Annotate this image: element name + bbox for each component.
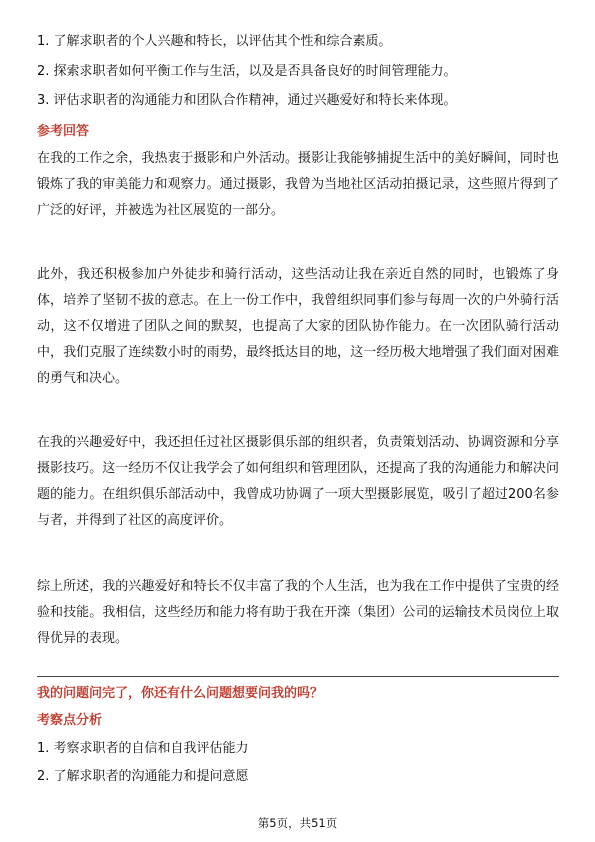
analysis-heading: 考察点分析 (37, 713, 103, 728)
question-heading: 我的问题问完了，你还有什么问题想要问我的吗？ (37, 686, 324, 701)
intro-point: 3. 评估求职者的沟通能力和团队合作精神，通过兴趣爱好和特长来体现。 (37, 93, 457, 108)
answer-paragraph: 综上所述，我的兴趣爱好和特长不仅丰富了我的个人生活，也为我在工作中提供了宝贵的经验和技能。我相信，这些经历和能力将有助于我在开滦（集团）公司的运输技术员岗位上取得优异的表现。 (37, 579, 559, 646)
answer-paragraph: 在我的兴趣爱好中，我还担任过社区摄影俱乐部的组织者，负责策划活动、协调资源和分享摄影技巧。这一经历不仅让我学会了如何组织和管理团队，还提高了我的沟通能力和解决问题的能力。在组织俱乐部活动中，我曾成功协调了一项大型摄影展览，吸引了超过200名参与者，并得到了社区的高度评价。 (37, 435, 559, 528)
section-divider (37, 676, 559, 677)
intro-point: 1. 了解求职者的个人兴趣和特长，以评估其个性和综合素质。 (37, 34, 392, 49)
page-footer: 第5页，共51页 (257, 816, 338, 830)
analysis-point: 2. 了解求职者的沟通能力和提问意愿 (37, 769, 249, 784)
answer-paragraph: 此外，我还积极参加户外徒步和骑行活动，这些活动让我在亲近自然的同时，也锻炼了身体，培养了坚韧不拔的意志。在上一份工作中，我曾组织同事们参与每周一次的户外骑行活动，这不仅增进了团队之间的默契，也提高了大家的团队协作能力。在一次团队骑行活动中，我们克服了连续数小时的雨势，最终抵达目的地，这一经历极大地增强了我们面对困难的勇气和决心。 (37, 267, 559, 386)
analysis-point: 1. 考察求职者的自信和自我评估能力 (37, 741, 249, 756)
answer-paragraph: 在我的工作之余，我热衷于摄影和户外活动。摄影让我能够捕捉生活中的美好瞬间，同时也锻炼了我的审美能力和观察力。通过摄影，我曾为当地社区活动拍摄记录，这些照片得到了广泛的好评，并被选为社区展览的一部分。 (37, 151, 559, 218)
intro-point: 2. 探索求职者如何平衡工作与生活，以及是否具备良好的时间管理能力。 (37, 64, 457, 79)
reference-answer-heading: 参考回答 (37, 124, 90, 139)
